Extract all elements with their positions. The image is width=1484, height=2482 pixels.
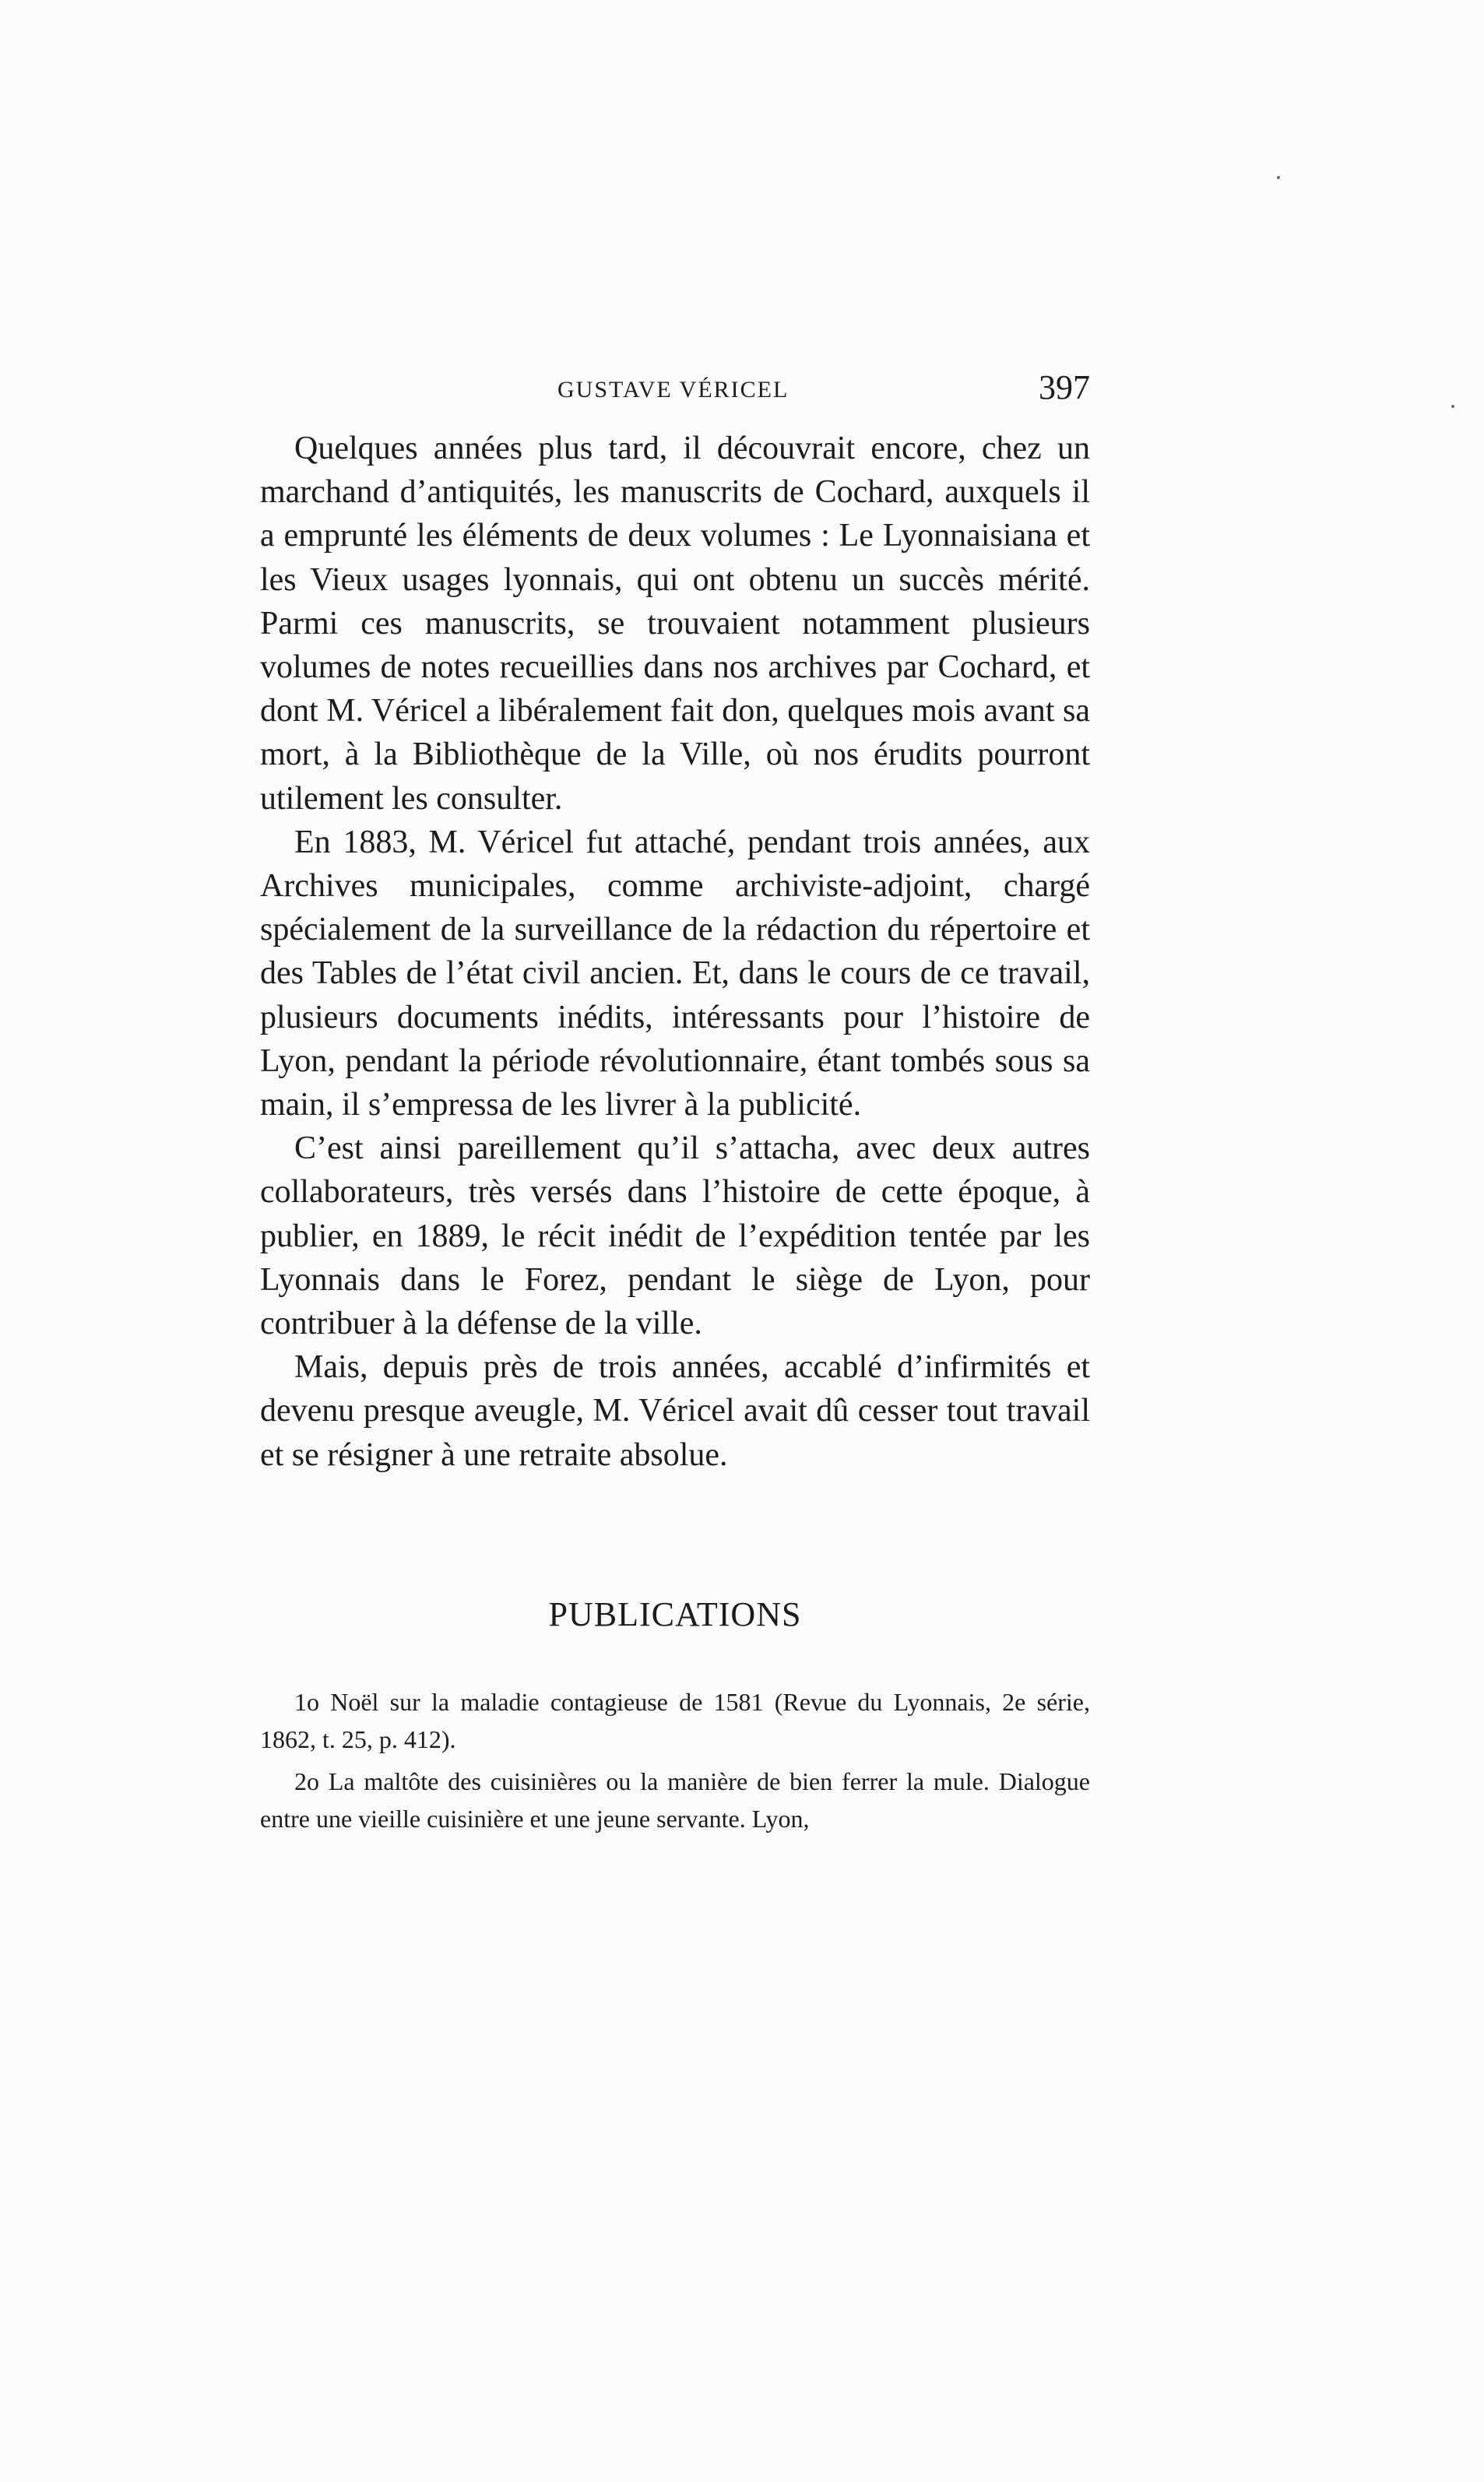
body-text xyxy=(260,427,1090,1477)
page-number: 397 xyxy=(1039,368,1090,406)
paragraph: Quelques années plus tard, il découvrait encore, chez un marchand d’antiquités, les manuscrits de Cochard, auxquels il a emprunté les éléments de deux volumes : Le Lyonnaisiana et les Vieux usages lyonnais, qui ont obtenu un succès mérité. Parmi ces manuscrits, se trouvaient notamment plusieurs volumes de notes recueillies dans nos archives par Cochard, et dont M. Véricel a libéralement fait don, quelques mois avant sa mort, à la Bibliothèque de la Ville, où nos érudits pourront utilement les consulter. xyxy=(260,431,1090,817)
publications-list xyxy=(260,1683,1090,1842)
page-header xyxy=(260,364,1090,419)
paragraph: C’est ainsi pareillement qu’il s’attacha, avec deux autres collaborateurs, très versés dans l’histoire de cette époque, à publier, en 1889, le récit inédit de l’expédition tentée par les Lyonnais dans le Forez, pendant le siège de Lyon, pour contribuer à la défense de la ville. xyxy=(260,1130,1090,1342)
publication-item: 1o Noël sur la maladie contagieuse de 1581 (Revue du Lyonnais, 2e série, 1862, t. 25, p. 412). xyxy=(260,1688,1090,1753)
paper-speck xyxy=(1277,176,1280,179)
paragraph: En 1883, M. Véricel fut attaché, pendant trois années, aux Archives municipales, comme archiviste-adjoint, chargé spécialement de la surveillance de la rédaction du répertoire et des Tables de l’état civil ancien. Et, dans le cours de ce travail, plusieurs documents inédits, intéressants pour l’histoire de Lyon, pendant la période révolutionnaire, étant tombés sous sa main, il s’empressa de les livrer à la publicité. xyxy=(260,824,1090,1123)
publication-item: 2o La maltôte des cuisinières ou la manière de bien ferrer la mule. Dialogue entre une vieille cuisinière et une jeune servante. Lyon, xyxy=(260,1767,1090,1833)
paragraph: Mais, depuis près de trois années, accablé d’infirmités et devenu presque aveugle, M. Véricel avait dû cesser tout travail et se résigner à une retraite absolue. xyxy=(260,1349,1090,1473)
running-title: GUSTAVE VÉRICEL xyxy=(557,377,789,403)
paper-speck xyxy=(1451,405,1454,408)
section-title: PUBLICATIONS xyxy=(548,1595,802,1633)
